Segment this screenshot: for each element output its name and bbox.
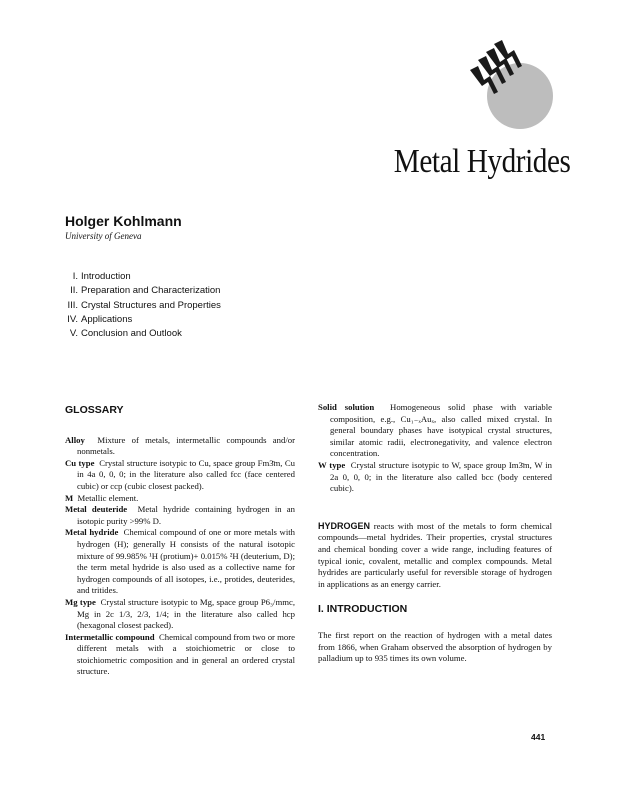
glossary-entry: M Metallic element.	[65, 492, 139, 503]
right-column	[318, 402, 552, 665]
glossary-entry: Intermetallic compound Chemical compound from two or more different metals with a stoichiometric or close to stoichiometric composition and in general an ordered crystal structure.	[65, 631, 295, 677]
introduction-heading: I. INTRODUCTION	[318, 603, 408, 616]
page-number: 441	[531, 732, 546, 742]
glossary-entry: Metal hydride Chemical compound of one or more metals with hydrogen (H); generally H consists of the natural isotopic mixture of 99.985% ¹H (protium)+ 0.015% ²H (deuterium, D); the term metal hydride is also used as a collective name for hydrogen compounds of all isotopes, i.e., protides, deuterides, and tritides.	[65, 527, 296, 596]
abstract-paragraph: HYDROGEN reacts with most of the metals to form chemical compounds—metal hydrides. Their properties, crystal structures and chemical bonding cover a wide range, including features of typical ionic, covalent, metallic and complex compounds. Metal hydrides are particularly useful for reversible storage of hydrogen in applications as an energy carrier.	[318, 520, 552, 589]
toc-item[interactable]: IV. Applications	[67, 313, 133, 325]
toc-item[interactable]: II. Preparation and Characterization	[70, 285, 221, 297]
left-column	[65, 402, 295, 678]
glossary-entry: Solid solution Homogeneous solid phase with variable composition, e.g., Cu₁₋ₓAuₓ, also called mixed crystal. In general boundary phases have isotypical crystal structures, similar atomic radii, electronegativity, and valence electron concentration.	[318, 402, 552, 459]
glossary-entry: Mg type Crystal structure isotypic to Mg, space group P6₃/mmc, Mg in 2c 1/3, 2/3, 1/4; in the literature also called hcp (hexagonal closest packed).	[65, 596, 296, 631]
author-name: Holger Kohlmann	[65, 213, 182, 229]
toc-item[interactable]: III. Crystal Structures and Properties	[67, 299, 221, 311]
glossary-heading: GLOSSARY	[65, 404, 124, 416]
glossary-entry: Alloy Mixture of metals, intermetallic compounds and/or nonmetals.	[65, 434, 295, 457]
toc-item[interactable]: V. Conclusion and Outlook	[69, 328, 182, 340]
article-title: Metal Hydrides	[393, 143, 570, 180]
glossary-entry: Metal deuteride Metal hydride containing hydrogen in an isotopic purity >99% D.	[65, 504, 295, 526]
table-of-contents	[60, 270, 221, 341]
glossary-entry: W type Crystal structure isotypic to W, space group Im3̄m, W in 2a 0, 0, 0; in the literature also called bcc (body centered cubic).	[318, 459, 552, 494]
glossary-entry: Cu type Crystal structure isotypic to Cu, space group Fm3̄m, Cu in 4a 0, 0, 0; in the literature also called fcc (face centered cubic) or ccp (cubic closest packed).	[65, 457, 296, 491]
lightning-sphere-icon	[464, 40, 564, 140]
toc-item[interactable]: I. Introduction	[72, 271, 131, 282]
author-affiliation: University of Geneva	[65, 231, 142, 241]
introduction-paragraph: The first report on the reaction of hydrogen with a metal dates from 1866, when Graham observed the absorption of hydrogen by palladium up to 935 times its own volume.	[318, 629, 552, 664]
